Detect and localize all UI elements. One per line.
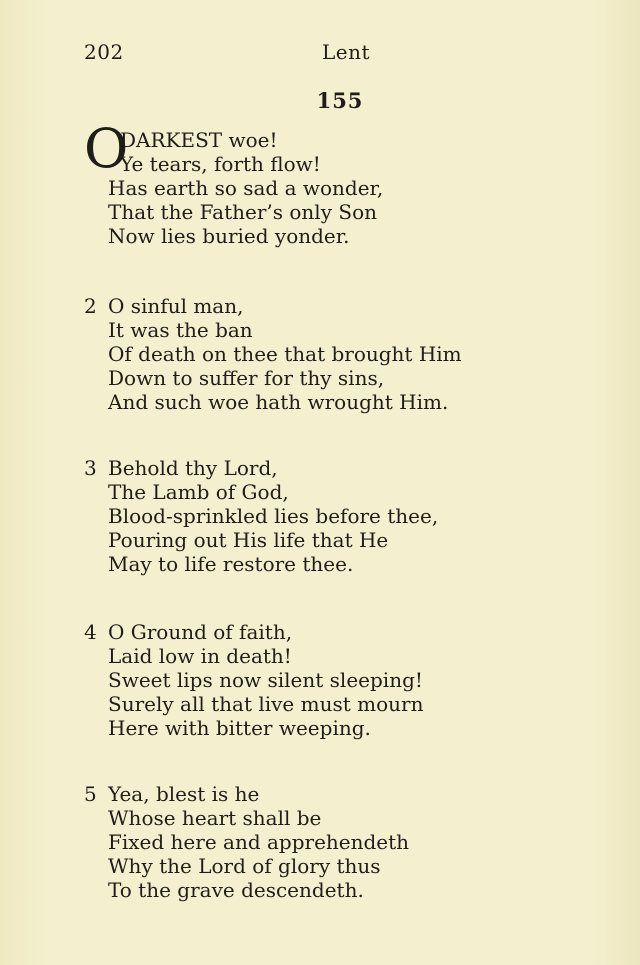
verse-lines [108,782,409,902]
verse-lines [108,176,383,248]
verse-line: Pouring out His life that He [108,528,389,552]
verse-line: To the grave descendeth. [108,878,364,902]
page-header [84,40,564,70]
drop-cap: O [84,117,129,180]
verse-line: Has earth so sad a wonder, [108,176,384,200]
verse-lines [108,294,462,414]
verse-lines [120,128,321,176]
verse-line: Fixed here and apprehendeth [108,830,410,854]
verse-line: O Ground of faith, [108,620,293,644]
verse-line: Here with bitter weeping. [108,716,371,740]
verse-line: Surely all that live must mourn [108,692,424,716]
verse-line: That the Father’s only Son [108,200,377,224]
verse-number: 5 [84,782,97,806]
hymn-number: 155 [316,88,364,113]
verse-number: 4 [84,620,97,644]
verse-line: Yea, blest is he [108,782,260,806]
page-number: 202 [84,40,124,64]
verse-line: And such woe hath wrought Him. [108,390,449,414]
verse-line: Why the Lord of glory thus [108,854,381,878]
verse-line: Now lies buried yonder. [108,224,350,248]
verse-number: 2 [84,294,97,318]
verse-line: O sinful man, [108,294,244,318]
verse-line: Sweet lips now silent sleeping! [108,668,423,692]
verse-number: 3 [84,456,97,480]
verse-line: Of death on thee that brought Him [108,342,462,366]
verse-line: Laid low in death! [108,644,292,668]
section-title: Lent [322,40,371,64]
verse-line: May to life restore thee. [108,552,354,576]
verse-line: Ye tears, forth flow! [120,152,321,176]
verse-lines [108,456,438,576]
verse-line: DARKEST woe! [120,128,278,152]
verse-line: Down to suffer for thy sins, [108,366,385,390]
verse-line: It was the ban [108,318,253,342]
verse-lines [108,620,423,740]
verse-line: Behold thy Lord, [108,456,278,480]
verse-line: Blood-sprinkled lies before thee, [108,504,439,528]
verse-line: The Lamb of God, [108,480,289,504]
verse-line: Whose heart shall be [108,806,322,830]
